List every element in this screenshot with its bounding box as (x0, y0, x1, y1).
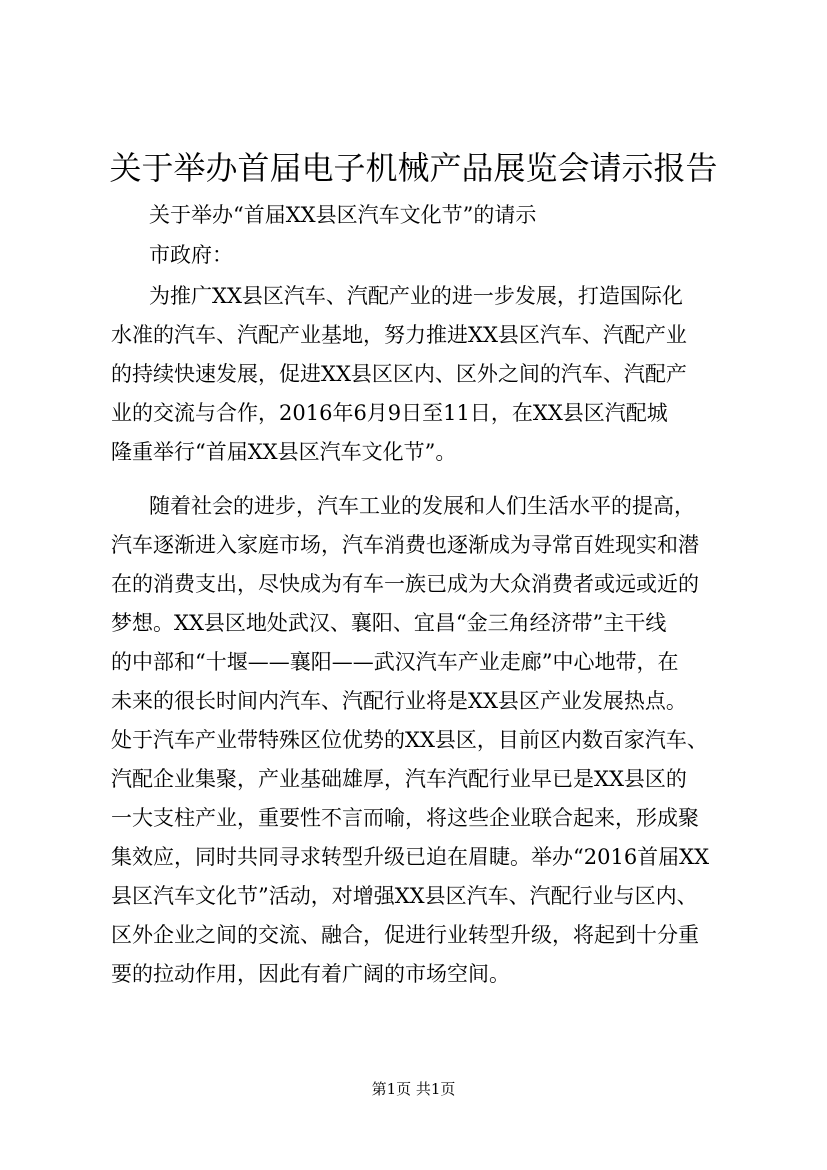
paragraph-line: 汽配企业集聚，产业基础雄厚，汽车汽配行业早已是XX县区的 (111, 767, 687, 791)
paragraph-line: 汽车逐渐进入家庭市场，汽车消费也逐渐成为寻常百姓现实和潜 (111, 533, 699, 557)
salutation: 市政府： (149, 243, 233, 267)
paragraph-line: 水准的汽车、汽配产业基地，努力推进XX县区汽车、汽配产业 (111, 323, 687, 347)
paragraph-line: 业的交流与合作，2016年6月9日至11日，在XX县区汽配城 (111, 401, 668, 425)
paragraph-line: 隆重举行“首届XX县区汽车文化节”。 (111, 440, 457, 464)
page-footer: 第1页 共1页 (371, 1080, 456, 1098)
paragraph-line: 梦想。XX县区地处武汉、襄阳、宜昌“金三角经济带”主干线 (111, 611, 667, 635)
request-subtitle: 关于举办“首届XX县区汽车文化节”的请示 (149, 203, 537, 227)
paragraph-line: 一大支柱产业，重要性不言而喻，将这些企业联合起来，形成聚 (111, 806, 699, 830)
paragraph-2 (111, 487, 728, 994)
paragraph-line: 的持续快速发展，促进XX县区区内、区外之间的汽车、汽配产 (111, 362, 687, 386)
paragraph-line: 要的拉动作用，因此有着广阔的市场空间。 (111, 962, 510, 986)
paragraph-line: 在的消费支出，尽快成为有车一族已成为大众消费者或远或近的 (111, 572, 699, 596)
paragraph-line: 县区汽车文化节”活动，对增强XX县区汽车、汽配行业与区内、 (111, 884, 698, 908)
paragraph-line: 未来的很长时间内汽车、汽配行业将是XX县区产业发展热点。 (111, 689, 687, 713)
paragraph-1 (111, 277, 728, 472)
paragraph-line: 区外企业之间的交流、融合，促进行业转型升级，将起到十分重 (111, 923, 699, 947)
paragraph-line: 集效应，同时共同寻求转型升级已迫在眉睫。举办“2016首届XX (111, 845, 710, 869)
paragraph-line: 随着社会的进步，汽车工业的发展和人们生活水平的提高， (149, 494, 695, 518)
paragraph-line: 为推广XX县区汽车、汽配产业的进一步发展，打造国际化 (149, 284, 683, 308)
paragraph-line: 的中部和“十堰——襄阳——武汉汽车产业走廊”中心地带，在 (111, 650, 679, 674)
document-title: 关于举办首届电子机械产品展览会请示报告 (109, 149, 718, 187)
paragraph-line: 处于汽车产业带特殊区位优势的XX县区，目前区内数百家汽车、 (111, 728, 708, 752)
